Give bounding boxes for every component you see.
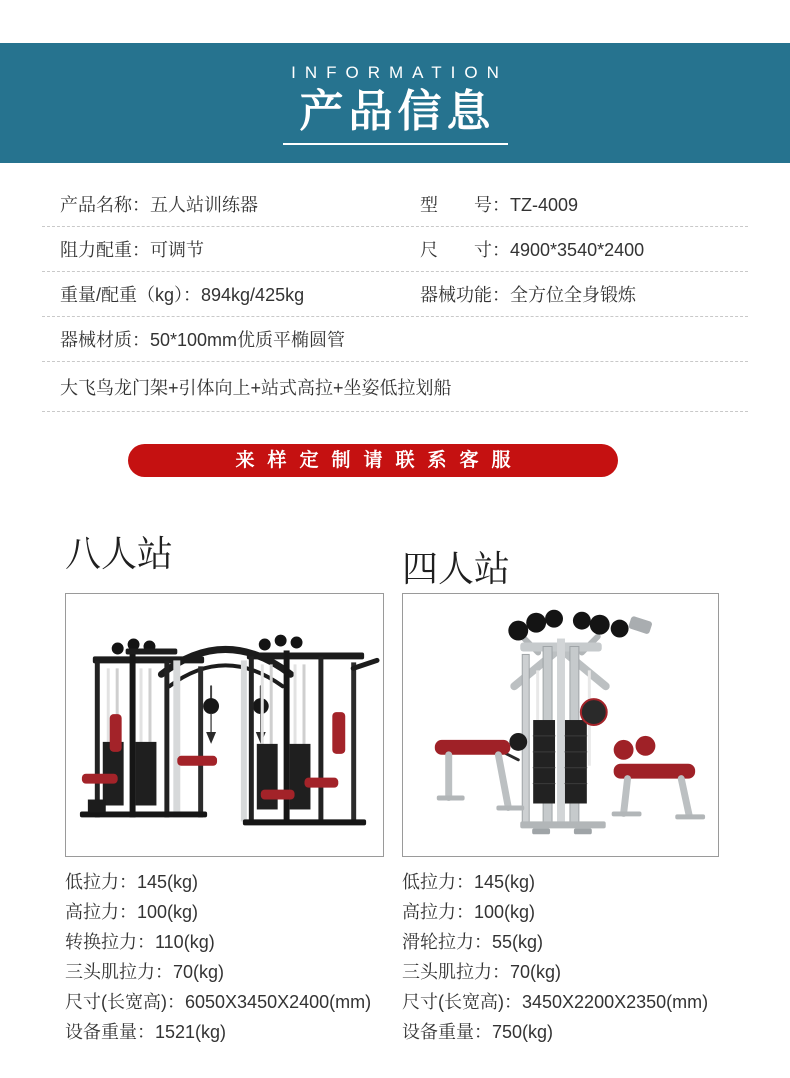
spec-line [402, 867, 719, 897]
spec-value: 大飞鸟龙门架+引体向上+站式高拉+坐姿低拉划船 [60, 377, 452, 398]
product-name-heading: 四人站 [402, 548, 511, 589]
spec-cell [420, 191, 748, 217]
spec-label: 产品名称： [60, 195, 150, 215]
spec-line [65, 867, 384, 897]
spec-line [65, 987, 384, 1017]
spec-label: 滑轮拉力： [402, 932, 492, 952]
spec-label: 阻力配重： [60, 240, 150, 260]
spec-line [402, 1017, 719, 1047]
spec-label: 设备重量： [402, 1022, 492, 1042]
product-image-eight-person-station [65, 593, 384, 857]
spec-label: 转换拉力： [65, 932, 155, 952]
product-image-four-person-station [402, 593, 719, 857]
header-eyebrow: INFORMATION [291, 63, 508, 82]
four-person-station-image [403, 594, 718, 856]
spec-value: 1521(kg) [155, 1022, 227, 1042]
spec-value: 70(kg) [173, 962, 225, 982]
spec-value: 3450X2200X2350(mm) [522, 992, 709, 1012]
spec-cell [60, 281, 420, 307]
spec-value: 100(kg) [137, 902, 199, 922]
product-card-eight-person [65, 533, 384, 1047]
title-underline [283, 143, 508, 145]
spec-row-weight [42, 272, 748, 317]
spec-value: 50*100mm优质平椭圆管 [150, 330, 346, 350]
spec-line [402, 897, 719, 927]
spec-label: 器械材质： [60, 330, 150, 350]
spec-value: TZ-4009 [510, 195, 579, 215]
custom-service-banner[interactable]: 来样定制请联系客服 [128, 444, 618, 477]
spec-value: 可调节 [150, 240, 204, 260]
spec-cell [60, 326, 748, 352]
spec-label: 尺寸(长宽高)： [65, 992, 185, 1012]
spec-value: 145(kg) [474, 872, 536, 892]
spec-cell [420, 281, 748, 307]
spec-value: 55(kg) [492, 932, 544, 952]
spec-row-resistance [42, 227, 748, 272]
spec-value: 4900*3540*2400 [510, 240, 645, 260]
spec-label: 高拉力： [402, 902, 474, 922]
spec-value: 6050X3450X2400(mm) [185, 992, 372, 1012]
spec-value: 145(kg) [137, 872, 199, 892]
spec-cell [60, 374, 748, 400]
spec-line [65, 1017, 384, 1047]
spec-label: 低拉力： [402, 872, 474, 892]
spec-label: 低拉力： [65, 872, 137, 892]
spec-label: 三头肌拉力： [402, 962, 510, 982]
product-card-four-person [402, 533, 719, 1047]
info-header [0, 43, 790, 163]
product-name-heading: 八人站 [65, 533, 174, 574]
spec-label: 尺 寸： [420, 240, 510, 260]
spec-cell [420, 236, 748, 262]
spec-value: 全方位全身锻炼 [510, 285, 636, 305]
spec-value: 110(kg) [155, 932, 215, 952]
spec-line [65, 897, 384, 927]
spec-cell [60, 191, 420, 217]
product-spec-list [65, 867, 384, 1047]
spec-row-product-name [42, 182, 748, 227]
spec-value: 70(kg) [510, 962, 562, 982]
spec-line [402, 987, 719, 1017]
spec-label: 尺寸(长宽高)： [402, 992, 522, 1012]
eight-person-station-image [66, 594, 383, 856]
product-comparison [65, 533, 725, 1047]
spec-value: 100(kg) [474, 902, 536, 922]
page-title: 产品信息 [299, 87, 496, 136]
spec-line [65, 927, 384, 957]
spec-cell [60, 236, 420, 262]
spec-table [42, 182, 748, 412]
spec-line [65, 957, 384, 987]
spec-label: 设备重量： [65, 1022, 155, 1042]
spec-label: 型 号： [420, 195, 510, 215]
product-spec-list [402, 867, 719, 1047]
spec-line [402, 927, 719, 957]
spec-value: 五人站训练器 [150, 195, 258, 215]
spec-row-material [42, 317, 748, 362]
spec-label: 器械功能： [420, 285, 510, 305]
spec-row-configuration [42, 362, 748, 412]
spec-line [402, 957, 719, 987]
spec-label: 高拉力： [65, 902, 137, 922]
spec-value: 894kg/425kg [201, 285, 305, 305]
spec-label: 重量/配重（kg）： [60, 285, 202, 305]
spec-value: 750(kg) [492, 1022, 554, 1042]
spec-label: 三头肌拉力： [65, 962, 173, 982]
